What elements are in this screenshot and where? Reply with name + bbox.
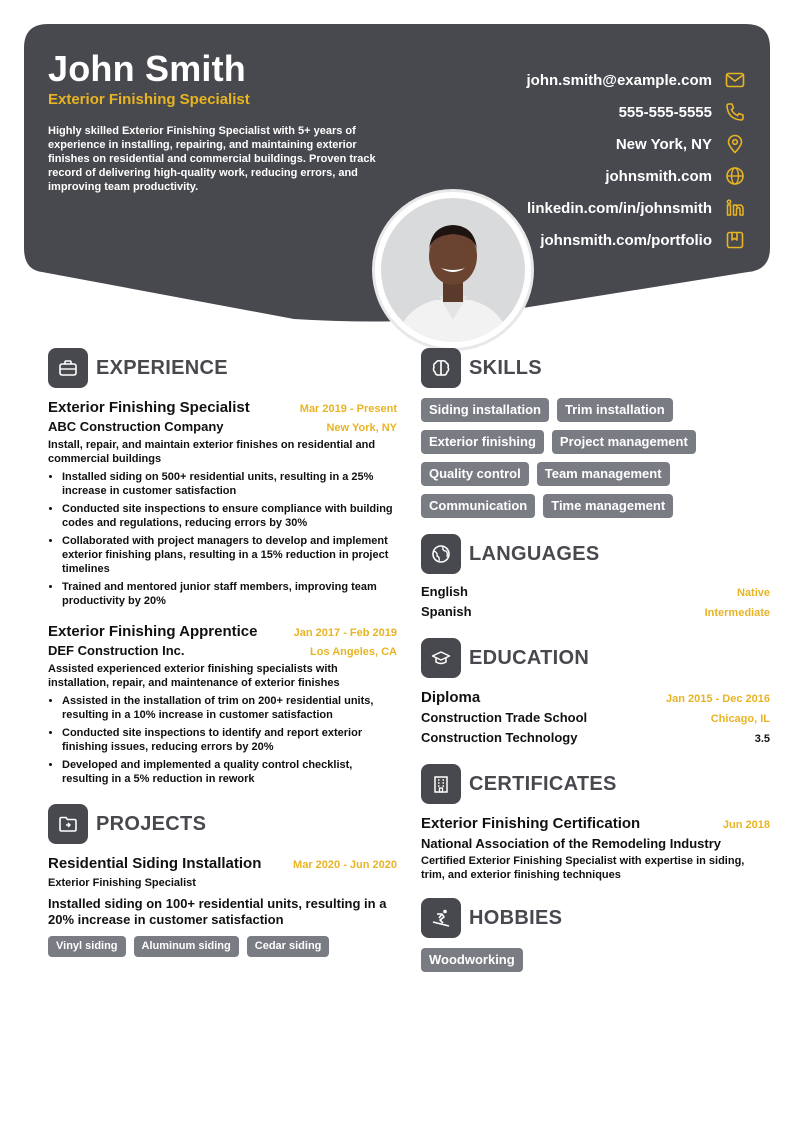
contact-phone[interactable] <box>526 96 746 128</box>
languages-header <box>421 534 770 574</box>
certificate-entry <box>421 814 770 882</box>
skill-chip: Time management <box>543 494 673 518</box>
contact-website-text: johnsmith.com <box>605 167 712 185</box>
projects-header <box>48 804 397 844</box>
language-name: Spanish <box>421 604 472 619</box>
project-dates: Mar 2020 - Jun 2020 <box>293 859 397 871</box>
location-pin-icon <box>724 133 746 155</box>
folder-icon <box>48 804 88 844</box>
hobby-chip: Woodworking <box>421 948 523 972</box>
job-bullet: • Collaborated with project managers to develop and implement exterior finishing plans, resulting in a 15% reduction in project timelines <box>62 534 397 576</box>
job-bullets <box>48 470 397 608</box>
language-row <box>421 584 770 604</box>
phone-icon <box>724 101 746 123</box>
skill-chip: Trim installation <box>557 398 673 422</box>
skill-chip: Project management <box>552 430 696 454</box>
contact-email-text: john.smith@example.com <box>526 71 712 89</box>
portfolio-icon <box>724 229 746 251</box>
right-column <box>421 348 770 980</box>
candidate-role: Exterior Finishing Specialist <box>48 91 250 108</box>
skill-chip: Siding installation <box>421 398 549 422</box>
languages-title: LANGUAGES <box>469 542 600 565</box>
job-entry <box>48 622 397 786</box>
project-tags <box>48 936 397 965</box>
project-title: Residential Siding Installation <box>48 855 262 872</box>
education-header <box>421 638 770 678</box>
job-bullet: • Assisted in the installation of trim on 200+ residential units, resulting in a 10% increase in customer satisfaction <box>62 694 397 722</box>
education-entry <box>421 688 770 748</box>
brain-icon <box>421 348 461 388</box>
hobbies-header <box>421 898 770 938</box>
building-icon <box>421 764 461 804</box>
hobbies-list <box>421 948 770 980</box>
education-gpa: 3.5 <box>754 733 770 745</box>
contact-location <box>526 128 746 160</box>
job-bullet: • Developed and implemented a quality control checklist, resulting in a 5% reduction in rework <box>62 758 397 786</box>
contact-linkedin-text: linkedin.com/in/johnsmith <box>526 199 712 217</box>
profile-photo <box>372 189 534 351</box>
skills-header <box>421 348 770 388</box>
language-level: Intermediate <box>704 607 770 619</box>
job-entry <box>48 398 397 608</box>
job-bullet: • Installed siding on 500+ residential units, resulting in a 25% increase in customer satisfaction <box>62 470 397 498</box>
contact-website[interactable] <box>526 160 746 192</box>
skill-chip: Team management <box>537 462 670 486</box>
skier-icon <box>421 898 461 938</box>
certificate-description: Certified Exterior Finishing Specialist with expertise in siding, trim, and exterior finishing techniques <box>421 855 745 881</box>
project-tag: Cedar siding <box>247 936 330 957</box>
certificates-header <box>421 764 770 804</box>
contact-location-text: New York, NY <box>615 135 712 153</box>
contact-linkedin[interactable] <box>526 192 746 224</box>
project-entry <box>48 854 397 965</box>
skill-chip: Communication <box>421 494 535 518</box>
globe-icon <box>421 534 461 574</box>
contact-email[interactable] <box>526 64 746 96</box>
project-tag: Aluminum siding <box>134 936 239 957</box>
job-company: ABC Construction Company <box>48 419 224 434</box>
briefcase-icon <box>48 348 88 388</box>
skills-list <box>421 398 770 526</box>
job-description: Install, repair, and maintain exterior finishes on residential and commercial buildings <box>48 439 376 465</box>
education-location: Chicago, IL <box>710 713 770 725</box>
education-dates: Jan 2015 - Dec 2016 <box>666 693 770 705</box>
job-bullet: • Conducted site inspections to ensure compliance with building codes and regulations, reducing errors by 30% <box>62 502 397 530</box>
certificate-issuer: National Association of the Remodeling Industry <box>421 836 721 851</box>
education-school: Construction Trade School <box>421 710 588 725</box>
job-title: Exterior Finishing Specialist <box>48 399 250 416</box>
job-location: Los Angeles, CA <box>310 646 397 658</box>
education-field: Construction Technology <box>421 730 578 745</box>
hobbies-title: HOBBIES <box>469 906 563 929</box>
contact-portfolio-text: johnsmith.com/portfolio <box>540 231 712 249</box>
job-company: DEF Construction Inc. <box>48 643 185 658</box>
graduation-cap-icon <box>421 638 461 678</box>
job-bullets <box>48 694 397 786</box>
language-row <box>421 604 770 624</box>
skills-title: SKILLS <box>469 356 542 379</box>
candidate-name: John Smith <box>48 48 246 89</box>
job-description: Assisted experienced exterior finishing specialists with installation, repair, and maintenance of exterior finishes <box>48 663 340 689</box>
experience-header <box>48 348 397 388</box>
mail-icon <box>724 69 746 91</box>
certificate-date: Jun 2018 <box>722 819 770 831</box>
linkedin-icon <box>724 197 746 219</box>
job-dates: Jan 2017 - Feb 2019 <box>293 627 397 639</box>
language-name: English <box>421 584 468 599</box>
job-dates: Mar 2019 - Present <box>299 403 397 415</box>
contact-list <box>526 64 746 256</box>
job-bullet: • Trained and mentored junior staff members, improving team productivity by 20% <box>62 580 397 608</box>
project-tag: Vinyl siding <box>48 936 126 957</box>
contact-phone-text: 555-555-5555 <box>618 103 712 121</box>
language-level: Native <box>736 587 770 599</box>
project-role: Exterior Finishing Specialist <box>48 877 196 889</box>
summary: Highly skilled Exterior Finishing Specialist with 5+ years of experience in installing, repairing, and maintaining exterior finishes on residential and commercial buildings. Proven track record of delivering high-quality work, reducing errors, and improving team productivity. <box>48 125 376 193</box>
languages-list <box>421 584 770 624</box>
education-title: EDUCATION <box>469 646 590 669</box>
globe-icon <box>724 165 746 187</box>
job-location: New York, NY <box>326 422 397 434</box>
education-degree: Diploma <box>421 689 481 706</box>
experience-title: EXPERIENCE <box>96 356 228 379</box>
project-description: Installed siding on 100+ residential units, resulting in a 20% increase in customer satisfaction <box>48 896 387 927</box>
projects-title: PROJECTS <box>96 812 207 835</box>
job-bullet: • Conducted site inspections to identify and report exterior finishing issues, reducing errors by 20% <box>62 726 397 754</box>
certificates-title: CERTIFICATES <box>469 772 617 795</box>
left-column <box>48 348 397 965</box>
job-title: Exterior Finishing Apprentice <box>48 623 258 640</box>
certificate-name: Exterior Finishing Certification <box>421 815 641 832</box>
skill-chip: Exterior finishing <box>421 430 544 454</box>
skill-chip: Quality control <box>421 462 529 486</box>
contact-portfolio[interactable] <box>526 224 746 256</box>
